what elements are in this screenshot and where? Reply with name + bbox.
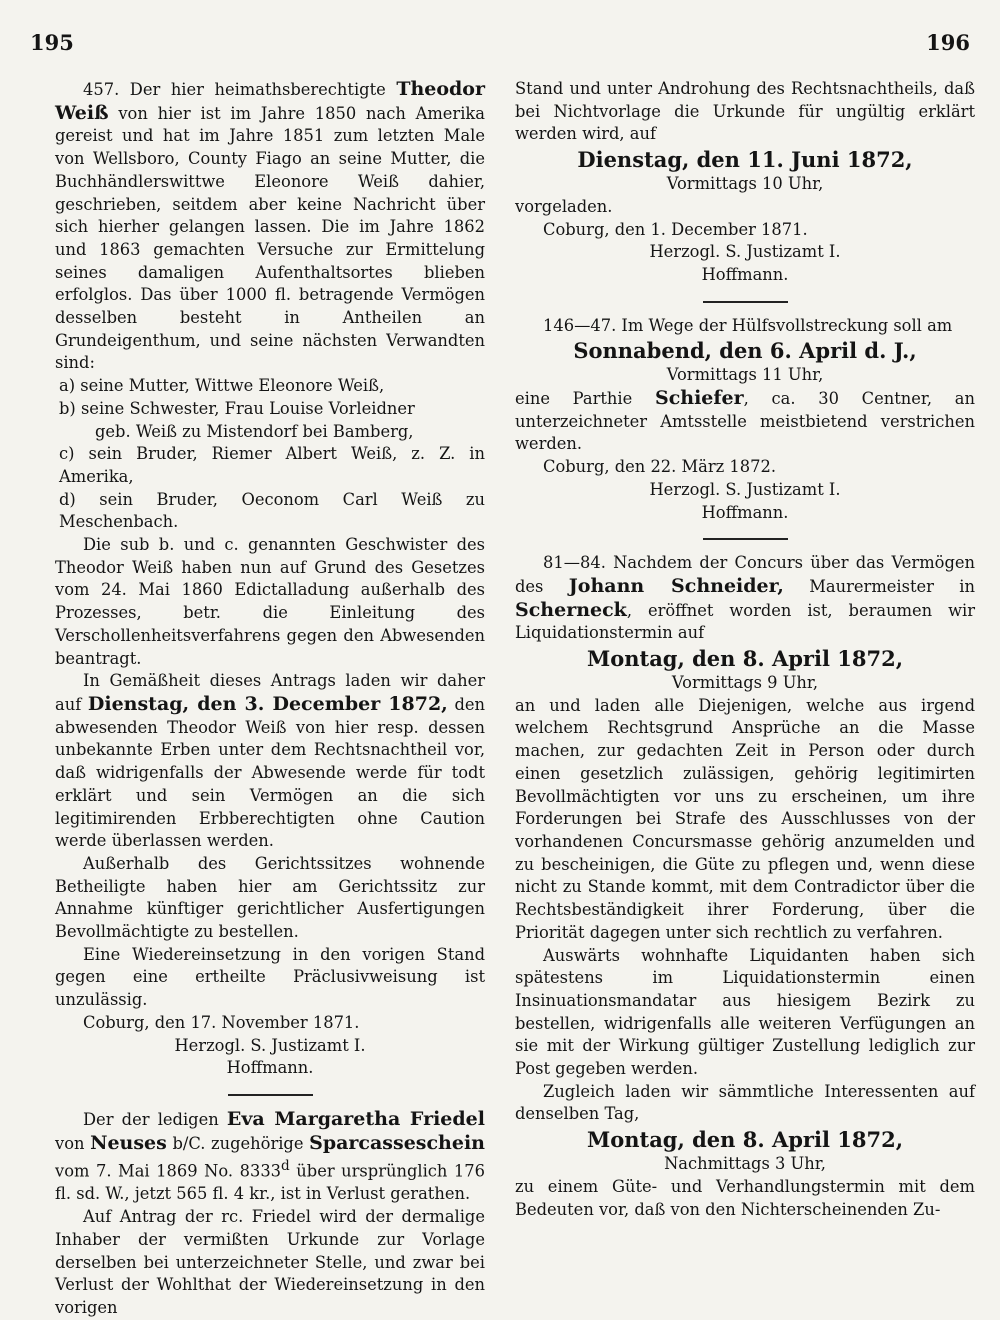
notice-81-intro [515, 552, 975, 645]
liquidation-date: Montag, den 8. April 1872, [586, 646, 904, 672]
place-date: Coburg, den 17. November 1871. [83, 1012, 360, 1032]
continuation-text: Stand und unter Androhung des Rechtsnachtheils, daß bei Nichtvorlage die Urkunde für ungültig erklärt werden wird, auf [515, 79, 975, 144]
notice-146 [515, 315, 975, 525]
notice-81-text: , eröffnet worden ist, beraumen wir Liquidationstermin auf [515, 600, 975, 643]
left-column [55, 78, 485, 1320]
signer-name: Hoffmann. [701, 502, 789, 522]
section-divider [703, 538, 788, 540]
notice-146-text: eine Parthie [515, 389, 655, 409]
notice-146-intro: 146—47. Im Wege der Hülfsvollstreckung soll am [543, 315, 953, 335]
section-divider [703, 301, 788, 303]
hearing-time: Nachmittags 3 Uhr, [664, 1154, 826, 1174]
liquidation-time: Vormittags 9 Uhr, [671, 673, 819, 693]
page-number-left: 195 [30, 30, 74, 55]
notice-friedel-text: über ursprünglich 176 fl. sd. W., jetzt 565 fl. 4 kr., ist in Verlust gerathen. [55, 1161, 485, 1204]
signer-name: Hoffmann. [701, 264, 789, 284]
notice-81-paragraph: an und laden alle Diejenigen, welche aus irgend welchem Rechtsgrund Ansprüche an die Masse machen, zur gedachten Zeit in Person oder durch einen gesetzlich zulässigen, gehörig legitimirten Bevollmächtigten vor uns zu erscheinen, um ihre Forderungen bei Strafe des Ausschlusses von der vorhandenen Concursmasse gehörig anzumelden und zu bescheinigen, die Güte zu pflegen und, wenn diese nicht zu Stande kommt, mit dem Contradictor über die Rechtsbeständigkeit ihrer Forderung, über die Priorität dagegen unter sich rechtlich zu verfahren. [515, 695, 975, 942]
notice-friedel-text: Der der ledigen [83, 1109, 227, 1129]
notice-457 [55, 78, 485, 1080]
notice-457-body: von hier ist im Jahre 1850 nach Amerika gereist und hat im Jahre 1851 zum letzten Male von Wellsboro, County Fiago an seine Mutter, die Buchhändlerswittwe Eleonore Weiß dahier, geschrieben, seitdem aber keine Nachricht über sich hierher gelangen lassen. Die im Jahre 1862 und 1863 gemachten Versuche zur Ermittelung seines damaligen Aufenthaltsortes blieben erfolglos. Das über 1000 fl. betragende Vermögen desselben besteht in Antheilen an Grundeigenthum, und seine nächsten Verwandten sind: [55, 103, 485, 373]
notice-continuation [515, 78, 975, 287]
right-column [515, 78, 975, 1221]
debtor-place: Scherneck [515, 598, 627, 621]
signer-name: Hoffmann. [226, 1058, 314, 1078]
notice-457-summons [55, 670, 485, 853]
notice-friedel [55, 1108, 485, 1320]
notice-146-body [515, 387, 975, 456]
notice-81-text: 81—84. Nachdem der Concurs über das Vermögen des [515, 553, 975, 596]
court-name: Herzogl. S. Justizamt I. [649, 242, 841, 262]
place-date: Coburg, den 22. März 1872. [543, 457, 777, 477]
notice-81-text: Maurermeister in [783, 576, 975, 596]
court-name: Herzogl. S. Justizamt I. [649, 479, 841, 499]
debtor-name: Johann Schneider, [568, 574, 784, 597]
court-name: Herzogl. S. Justizamt I. [174, 1035, 366, 1055]
auction-time: Vormittags 11 Uhr, [666, 365, 824, 385]
page-number-right: 196 [926, 30, 970, 55]
notice-146-text: , ca. 30 Centner, an unterzeichneter Amtsstelle meistbietend verstrichen werden. [515, 389, 975, 454]
hearing-date: Montag, den 8. April 1872, [586, 1127, 904, 1153]
continuation-text: vorgeladen. [515, 196, 613, 216]
notice-friedel-text: von [55, 1133, 91, 1153]
summons-text: In Gemäßheit dieses Antrags laden wir daher auf [55, 671, 485, 714]
relative-item: d) sein Bruder, Oeconom Carl Weiß zu Meschenbach. [59, 489, 485, 532]
section-divider [228, 1094, 313, 1096]
relative-item-continued: geb. Weiß zu Mistendorf bei Bamberg, [95, 421, 414, 441]
missing-person-name: Theodor Weiß [55, 78, 485, 124]
hearing-date: Dienstag, den 11. Juni 1872, [577, 147, 913, 173]
auction-item: Schiefer [654, 387, 744, 410]
notice-457-number-text: 457. Der hier heimathsberechtigte [83, 80, 397, 99]
notice-friedel-intro [55, 1108, 485, 1206]
place-date: Coburg, den 1. December 1871. [543, 219, 808, 239]
notice-81-paragraph: zu einem Güte- und Verhandlungstermin mit dem Bedeuten vor, daß von den Nichterscheinenden Zu- [515, 1176, 975, 1219]
notice-457-paragraph: Eine Wiedereinsetzung in den vorigen Stand gegen eine ertheilte Präclusivweisung ist unzulässig. [55, 944, 485, 1010]
auction-date: Sonnabend, den 6. April d. J., [573, 338, 917, 364]
notice-friedel-paragraph: Auf Antrag der rc. Friedel wird der dermalige Inhaber der vermißten Urkunde zur Vorlage derselben bei unterzeichneter Stelle, und zwar bei Verlust der Wohlthat der Wiedereinsetzung in den vorigen [55, 1207, 485, 1317]
notice-457-paragraph: Die sub b. und c. genannten Geschwister des Theodor Weiß haben nun auf Grund des Gesetzes vom 24. Mai 1860 Edictalladung außerhalb des Prozesses, betr. die Einleitung des Verschollenheitsverfahrens gegen den Abwesenden beantragt. [55, 535, 485, 668]
number-suffix: d [281, 1158, 290, 1175]
owner-place: Neuses [90, 1131, 167, 1154]
summons-body: den abwesenden Theodor Weiß von hier resp. dessen unbekannte Erben unter dem Rechtsnachtheil vor, daß widrigenfalls der Abwesende werde für todt erklärt und sein Vermögen an die sich legitimirenden Erbberechtigten ohne Caution werde überlassen werden. [55, 694, 485, 851]
owner-name: Eva Margaretha Friedel [226, 1107, 485, 1130]
hearing-date: Dienstag, den 3. December 1872, [87, 692, 448, 715]
notice-friedel-text: b/C. zugehörige [166, 1133, 310, 1153]
notice-457-intro [55, 78, 485, 375]
notice-friedel-text: vom 7. Mai 1869 No. 8333 [55, 1161, 282, 1181]
hearing-time: Vormittags 10 Uhr, [666, 174, 824, 194]
document-type: Sparcasseschein [309, 1131, 485, 1154]
notice-457-paragraph: Außerhalb des Gerichtssitzes wohnende Betheiligte haben hier am Gerichtssitz zur Annahme künftiger gerichtlicher Ausfertigungen Bevollmächtigte zu bestellen. [55, 853, 485, 942]
notice-81-paragraph: Zugleich laden wir sämmtliche Interessenten auf denselben Tag, [515, 1081, 975, 1124]
relative-item: a) seine Mutter, Wittwe Eleonore Weiß, [59, 376, 385, 396]
relative-item: b) seine Schwester, Frau Louise Vorleidner [59, 398, 415, 418]
relative-item: c) sein Bruder, Riemer Albert Weiß, z. Z. in Amerika, [59, 444, 485, 486]
notice-81 [515, 552, 975, 1221]
notice-81-paragraph: Auswärts wohnhafte Liquidanten haben sich spätestens im Liquidationstermin einen Insinuationsmandatar aus hiesigem Bezirk zu bestellen, widrigenfalls alle weiteren Verfügungen an sie mit der Wirkung gültiger Zustellung lediglich zur Post gegeben werden. [515, 945, 975, 1079]
